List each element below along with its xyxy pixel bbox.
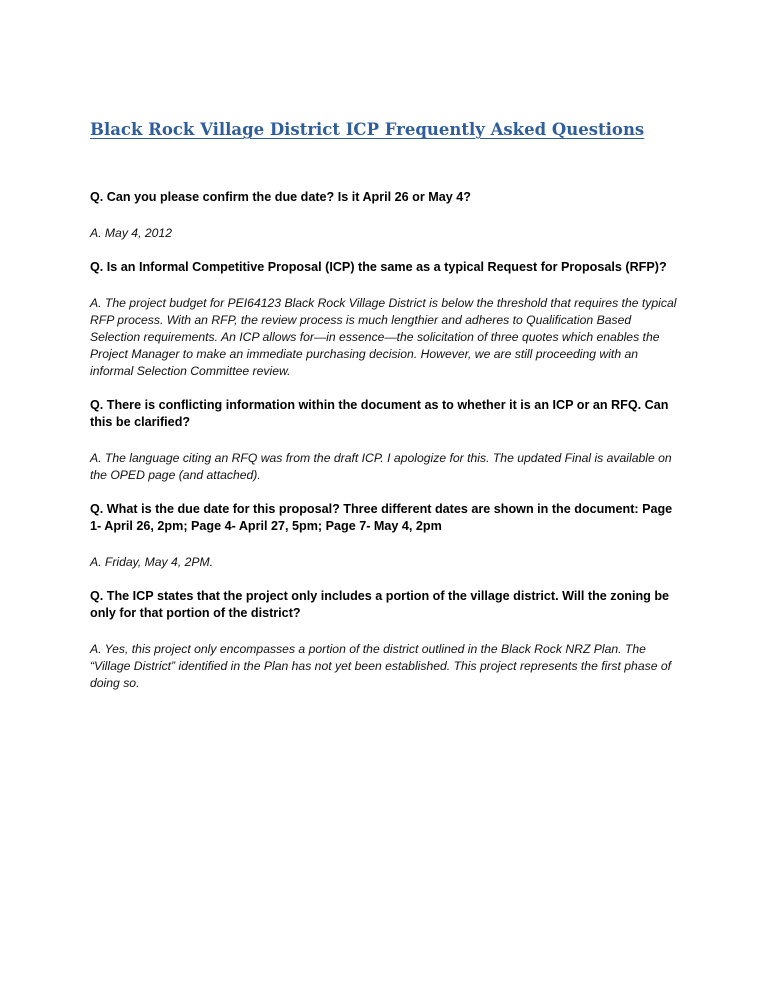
faq-list <box>90 189 680 692</box>
faq-answer: A. The language citing an RFQ was from the draft ICP. I apologize for this. The updated Final is available on the OPED page (and attached). <box>90 451 672 482</box>
document-title: Black Rock Village District ICP Frequently Asked Questions <box>90 120 645 139</box>
document-content <box>90 119 680 709</box>
faq-answer: A. Yes, this project only encompasses a portion of the district outlined in the Black Rock NRZ Plan. The “Village District” identified in the Plan has not yet been established. This project represents the first phase of doing so. <box>90 642 672 690</box>
faq-question: Q. There is conflicting information within the document as to whether it is an ICP or an RFQ. Can this be clarified? <box>90 398 669 429</box>
faq-item-zoning-portion <box>90 588 680 692</box>
faq-answer: A. Friday, May 4, 2PM. <box>90 555 214 569</box>
faq-answer: A. The project budget for PEI64123 Black Rock Village District is below the threshold that requires the typical RFP process. With an RFP, the review process is much lengthier and adheres to Qualification Based Selection requirements. An ICP allows for—in essence—the solicitation of three quotes which enables the Project Manager to make an immediate purchasing decision. However, we are still proceeding with an informal Selection Committee review. <box>90 296 677 378</box>
faq-question: Q. What is the due date for this proposal? Three different dates are shown in the document: Page 1- April 26, 2pm; Page 4- April 27, 5pm; Page 7- May 4, 2pm <box>90 502 673 533</box>
faq-item-proposal-due-date <box>90 501 680 571</box>
faq-question: Q. The ICP states that the project only includes a portion of the village district. Will the zoning be only for that portion of the district? <box>90 589 670 620</box>
faq-answer: A. May 4, 2012 <box>90 226 172 240</box>
faq-item-icp-or-rfq <box>90 397 680 484</box>
faq-question: Q. Is an Informal Competitive Proposal (ICP) the same as a typical Request for Proposals (RFP)? <box>90 260 667 274</box>
faq-item-due-date-confirm <box>90 189 680 242</box>
faq-question: Q. Can you please confirm the due date? Is it April 26 or May 4? <box>90 190 471 204</box>
faq-item-icp-vs-rfp <box>90 259 680 380</box>
